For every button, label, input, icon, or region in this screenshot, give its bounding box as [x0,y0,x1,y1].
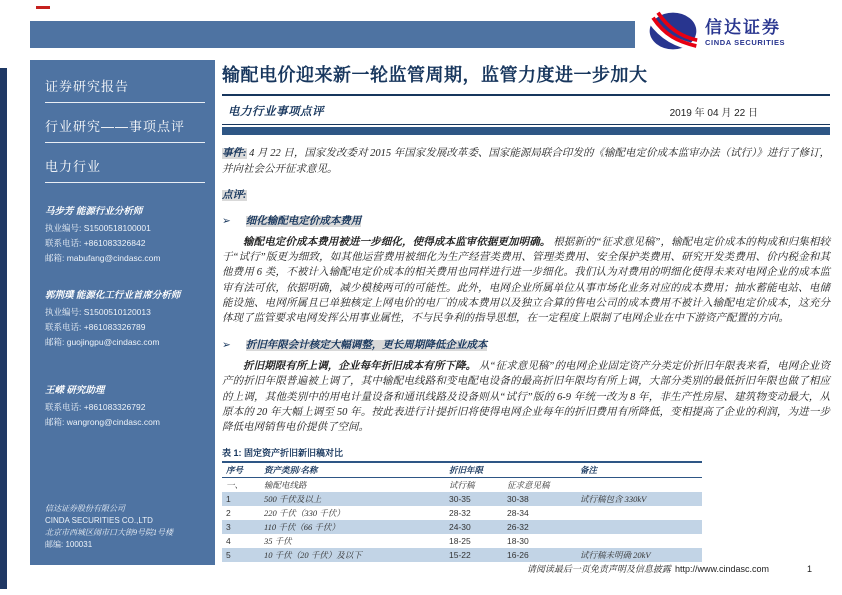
table-row [222,534,702,548]
cell-asset: 220 千伏（330 千伏） [264,508,345,519]
table-header-row [222,463,702,478]
cell-trial: 18-25 [449,536,471,547]
sidebar-item-securities-research: 证券研究报告 [45,76,205,103]
sidebar [30,60,215,565]
cell-asset: 35 千伏 [264,536,292,547]
cell-remark [576,520,702,534]
analyst-list [45,203,205,430]
depreciation-table [222,463,702,562]
col-header-asset: 资产类别/名称 [260,463,445,478]
analyst-block [45,287,205,350]
sidebar-item-industry-research: 行业研究——事项点评 [45,116,205,143]
comments-label-row [222,187,830,202]
cell-trial-header: 试行稿 [449,480,475,491]
event-text: 4 月 22 日，国家发改委对 2015 年国家发展改革委、国家能源局联合印发的《输配电定价成本监审办法（试行）》进行了修订，并向社会公开征求意见。 [222,148,831,175]
paragraph-body: 根据新的“征求意见稿”，输配电定价成本的构成和归集相较于“试行”版更为细致，如其他运营费用被细化为生产经营类费用、管理类费用、安全保护类费用、研究开发类费用、价内税金和其他费用 6 类，不被计入输配电定价成本的相关费用也同样进行进一步细化。我们认为对费用的明细化使得未来对电网企业的成本监审有法可依，依据明确，减少模棱两可的可能性。此外，电网企业所属单位从事市场化业务对应的成本费用；抽水蓄能电站、电储能设施、电网所属且已单独核定上网电价的电厂的成本费用以及独立合算的售电公司的成本费用不被计入输配电定价成本，这充分体现了监管要求电网发挥公用事业属性，不与民争利的指导思想，在一定程度上限制了电网企业在中下游资产配置的方向。 [222,237,831,325]
analyst-name: 王嵘 研究助理 [45,386,105,396]
analyst-name: 郭荆璞 能源化工行业首席分析师 [45,291,181,301]
company-postcode: 邮编: 100031 [45,540,93,549]
table-row [222,506,702,520]
report-subheader [222,96,830,125]
cell-remark: 试行稿包含 330kV [580,494,647,505]
paragraph-lead: 输配电定价成本费用被进一步细化，使得成本监审依据更加明确。 [243,237,551,248]
page-number: 1 [806,564,812,574]
cell-draft: 16-26 [507,550,529,561]
analyst-email: 邮箱: mabufang@cindasc.com [45,253,161,263]
cell-trial: 15-22 [449,550,471,561]
cell-draft-header: 征求意见稿 [507,480,550,491]
col-header-years: 折旧年限 [445,463,576,478]
cell-trial: 30-35 [449,494,471,505]
report-type-label: 电力行业事项点评 [228,106,324,118]
paragraph-body: 从“征求意见稿”的电网企业固定资产分类定价折旧年限表来看，电网企业资产的折旧年限普遍被上调了，其中输配电线路和变电配电设备的最高折旧年限均有所上调，大部分类别的最低折旧年限也做了相应的上调，其他类别中的用电计量设备和通讯线路及设备则从“试行”版的 6-9 年统一改为 8 年，非生产性房屋、建筑物变动最大，从原本的 20 年大幅上调至 50 年。按此表进行计提折旧将使得电网企业每年的折旧费用有所降低，变相提高了企业的利润，为进一步降低电网销售电价提供了空间。 [222,361,830,434]
bullet-arrow-icon: ➢ [222,339,231,352]
cell-no: 5 [226,550,231,561]
cell-draft: 26-32 [507,522,529,533]
main-content [222,63,830,562]
cell-no: 3 [226,522,231,533]
analyst-phone: 联系电话: +861083326842 [45,238,146,248]
cell-remark [576,506,702,520]
section-heading-row [222,213,830,228]
analyst-license: 执业编号: S1500518100001 [45,223,151,233]
left-accent-strip [0,68,7,589]
event-label: 事件: [222,148,247,159]
analyst-block [45,203,205,266]
analyst-block [45,382,205,430]
event-paragraph [222,146,830,177]
company-name-en: CINDA SECURITIES CO.,LTD [45,516,153,525]
cell-remark: 试行稿未明确 20kV [580,550,651,561]
analyst-email: 邮箱: guojingpu@cindasc.com [45,337,160,347]
cinda-logo [648,9,833,57]
table-row [222,520,702,534]
corner-red-mark [36,6,50,9]
analyst-phone: 联系电话: +861083326789 [45,322,146,332]
section-heading: 细化输配电定价成本费用 [245,216,362,227]
table-row [222,492,702,506]
table-row [222,548,702,562]
brand-name-en: CINDA SECURITIES [705,37,786,47]
cell-remark [576,534,702,548]
analyst-phone: 联系电话: +861083326792 [45,402,146,412]
cell-draft: 28-34 [507,508,529,519]
footer-url[interactable]: http://www.cindasc.com [674,564,769,574]
divider-band [222,127,830,135]
col-header-no: 序号 [222,463,260,478]
top-header-band [30,21,635,48]
comments-label: 点评: [222,190,247,201]
cell-asset: 10 千伏（20 千伏）及以下 [264,550,362,561]
report-title: 输配电价迎来新一轮监管周期，监管力度进一步加大 [222,63,830,96]
cell-asset: 输配电线路 [264,480,307,491]
cell-no: 2 [226,508,231,519]
section-heading: 折旧年限会计核定大幅调整，更长周期降低企业成本 [245,340,488,352]
table-group-row [222,478,702,493]
page-footer [222,562,822,575]
cell-draft: 30-38 [507,494,529,505]
cell-no: 4 [226,536,231,547]
section-paragraph [222,359,830,435]
cell-draft: 18-30 [507,536,529,547]
analyst-license: 执业编号: S1500510120013 [45,307,151,317]
bullet-arrow-icon: ➢ [222,215,231,227]
table-caption: 表 1: 固定资产折旧新旧稿对比 [222,446,702,463]
report-date: 2019 年 04 月 22 日 [669,108,758,119]
sidebar-item-power-industry: 电力行业 [45,156,205,183]
analyst-name: 马步芳 能源行业分析师 [45,207,143,217]
analyst-email: 邮箱: wangrong@cindasc.com [45,417,160,427]
cell-asset: 110 千伏（66 千伏） [264,522,340,533]
footer-disclaimer: 请阅读最后一页免责声明及信息披露 [526,564,671,574]
cell-no: 1 [226,494,231,505]
col-header-remark: 备注 [576,463,702,478]
cell-asset: 500 千伏及以上 [264,494,322,505]
section-heading-row [222,337,830,352]
cell-trial: 24-30 [449,522,471,533]
company-info [45,503,173,551]
cell-no: 一、 [226,480,244,491]
paragraph-lead: 折旧期限有所上调，企业每年折旧成本有所下降。 [243,361,477,373]
company-name-cn: 信达证券股份有限公司 [45,504,125,513]
brand-name-cn: 信达证券 [705,18,781,38]
cell-remark [576,478,702,493]
section-paragraph [222,235,830,326]
cell-trial: 28-32 [449,508,471,519]
cinda-logo-mark-icon [648,10,698,57]
company-address: 北京市西城区闹市口大街9号院1号楼 [45,528,173,537]
